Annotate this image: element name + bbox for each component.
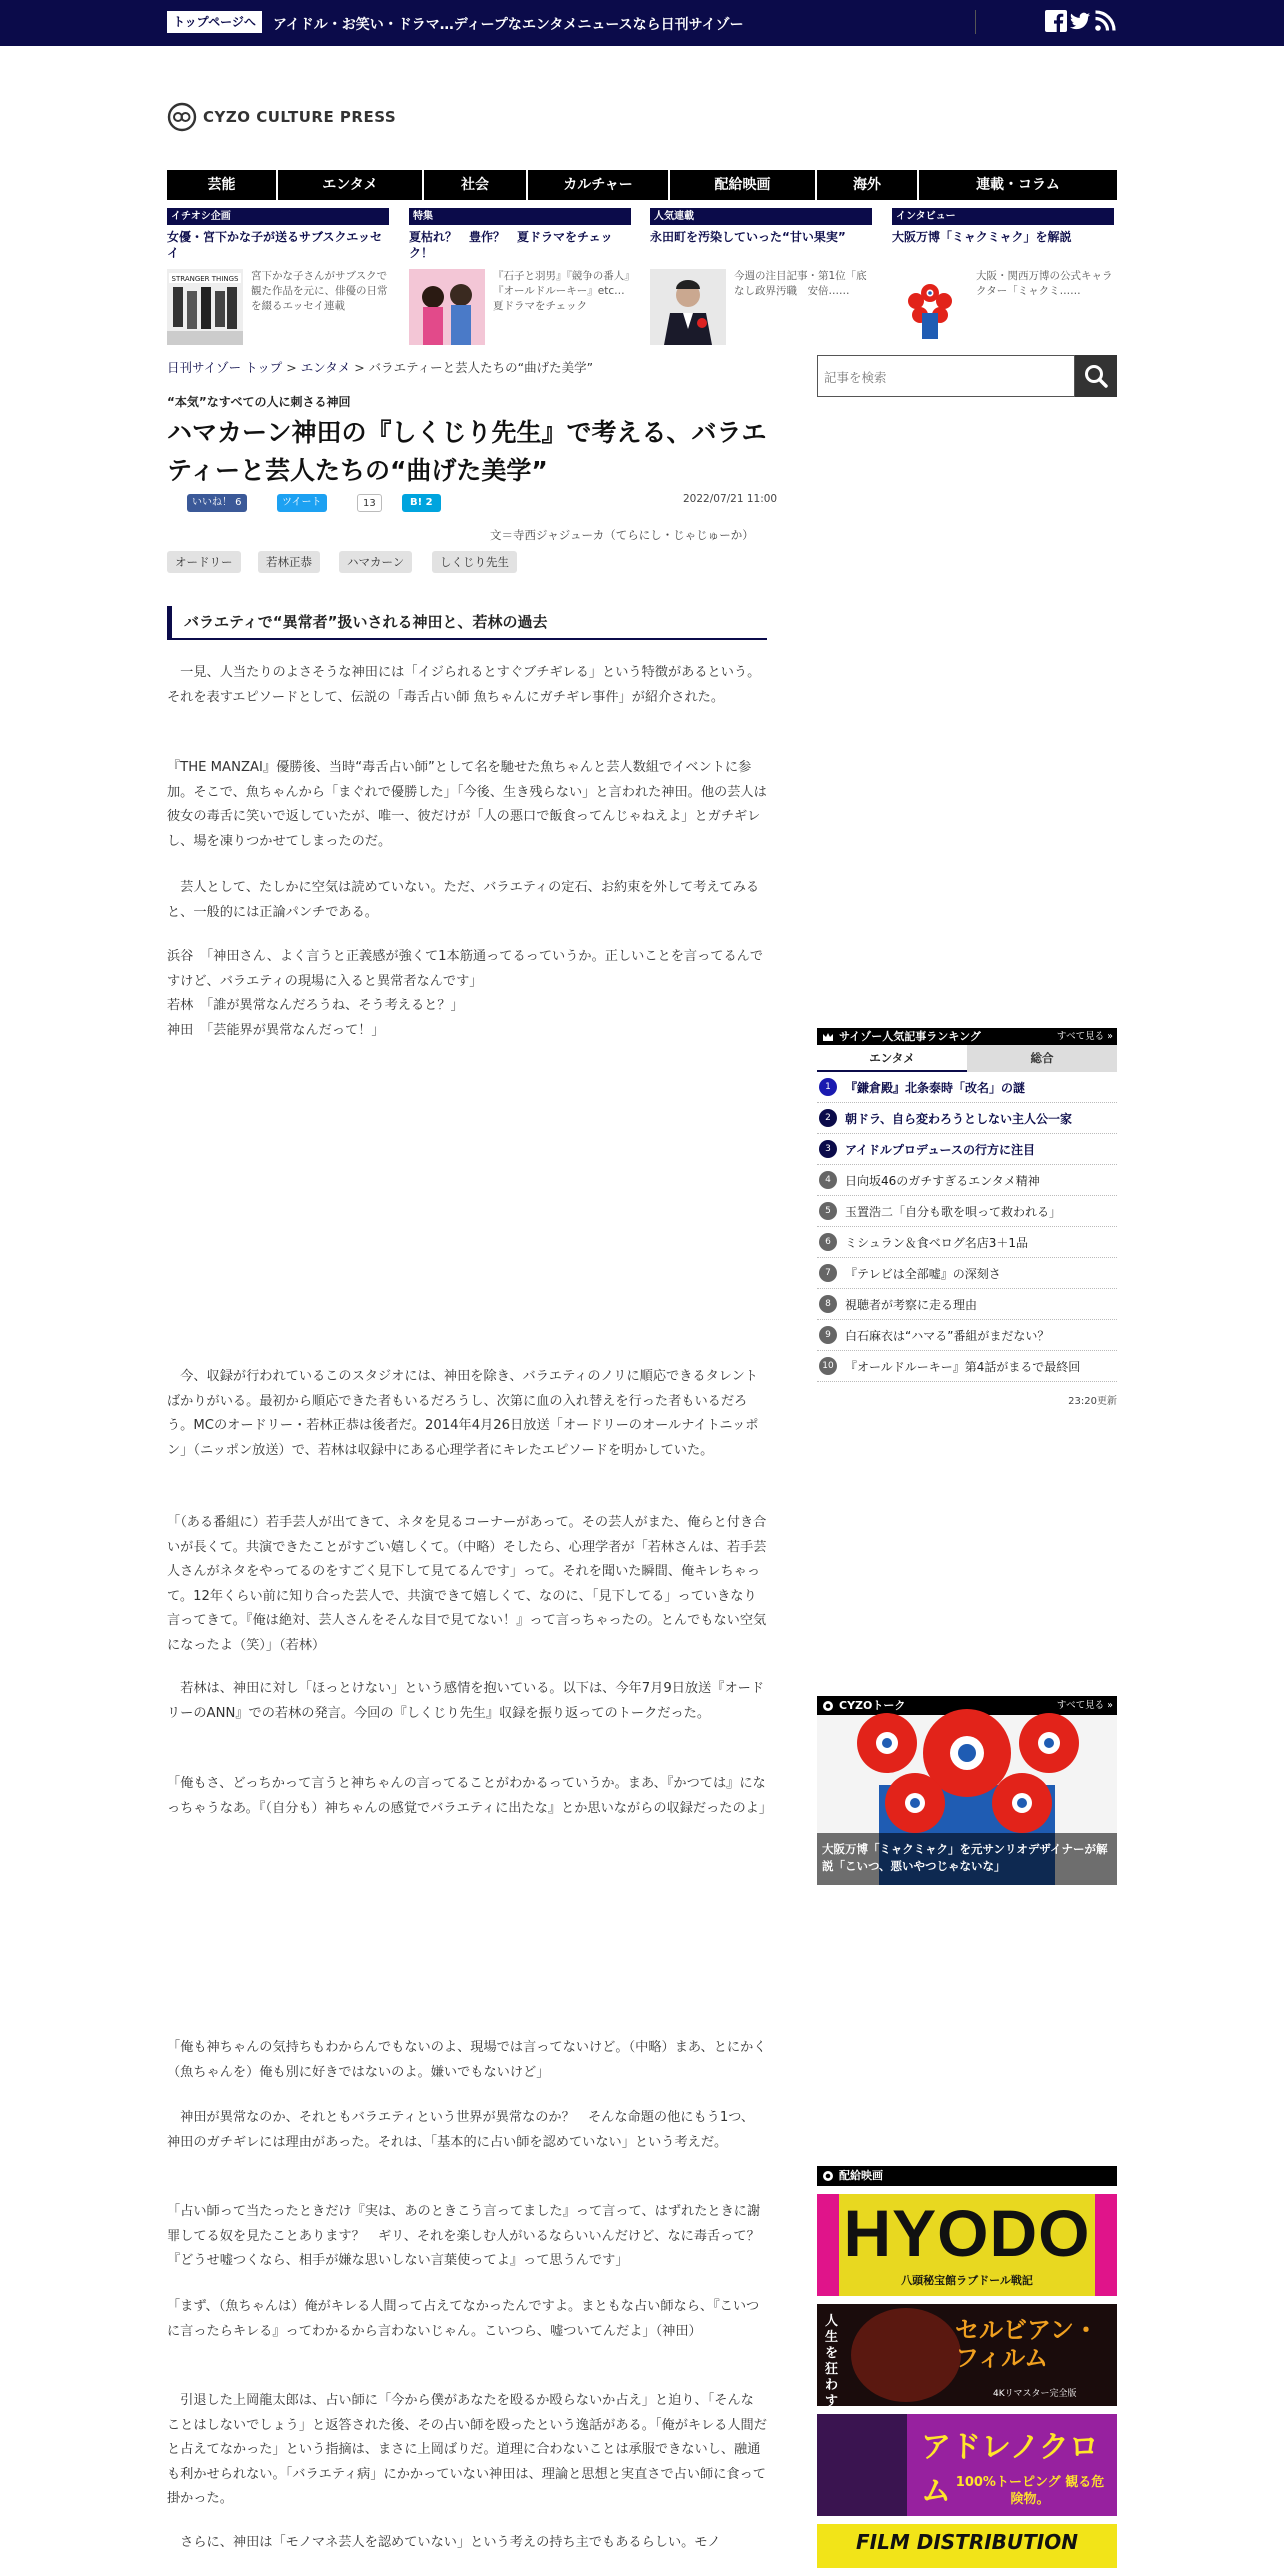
ranking-item[interactable] xyxy=(817,1134,1117,1165)
article-kicker: “本気”なすべての人に刺さる神回 xyxy=(167,395,351,409)
tag-hamakaan[interactable]: ハマカーン xyxy=(339,551,412,573)
ranking-item[interactable] xyxy=(817,1258,1117,1289)
film-subtitle: 八頭秘宝館ラブドール戦記 xyxy=(901,2274,1033,2287)
talk-icon xyxy=(822,1700,834,1712)
ranking-item-title[interactable]: アイドルプロデュースの行方に注目 xyxy=(845,1142,1035,1157)
pickup-category: インタビュー xyxy=(892,208,1114,225)
film-logo-serbian: セルビアン・フィルム xyxy=(955,2316,1099,2372)
ranking-header xyxy=(817,1028,1117,1045)
accent-stripe xyxy=(817,2194,839,2296)
article-paragraph: 若林は、神田に対し「ほっとけない」という感情を抱いている。以下は、今年7月9日放送『オードリーのANN』での若林の発言。今回の『しくじり先生』収録を振り返ってのトークだった。 xyxy=(167,1681,765,1721)
top-bar xyxy=(0,0,1284,46)
pickup-category: 人気連載 xyxy=(650,208,872,225)
tweet-label: ツイート xyxy=(282,497,322,508)
accent-stripe xyxy=(1095,2194,1117,2296)
article-paragraph: 今、収録が行われているこのスタジオには、神田を除き、バラエティのノリに順応できるタレントばかりがいる。最初から順応できた者もいるだろうし、次第に血の入れ替えを行った者もいるだろう。MCのオードリー・若林正恭は後者だ。2014年4月26日放送「オードリーのオールナイトニッポン」（ニッポン放送）で、若林は収録中にある心理学者にキレたエピソードを明かしていた。 xyxy=(167,1369,759,1458)
talk-caption[interactable]: 大阪万博「ミャクミャク」を元サンリオデザイナーが解説「こいつ、悪いやつじゃないな」 xyxy=(817,1833,1117,1885)
search-icon xyxy=(1075,355,1117,397)
pickup-title[interactable]: 夏枯れ？ 豊作？ 夏ドラマをチェック！ xyxy=(409,230,613,260)
ranking-item-title[interactable]: 視聴者が考察に走る理由 xyxy=(845,1297,978,1312)
tag-audrey[interactable]: オードリー xyxy=(167,551,241,573)
article-paragraph: 神田が異常なのか、それともバラエティという世界が異常なのか？ そんな命題の他にもう1つ、神田のガチギレには理由があった。それは、「基本的に占い師を認めていない」という考えだ。 xyxy=(167,2110,755,2150)
film-distribution-text: FILM DISTRIBUTION xyxy=(856,2530,1078,2554)
pickup-thumbnail[interactable] xyxy=(650,269,726,345)
nav-item-movie[interactable]: 配給映画 xyxy=(670,170,817,200)
film-title: 配給映画 xyxy=(839,2169,883,2182)
film-side-text: 人生を狂わす xyxy=(825,2314,839,2409)
pickup-thumbnail[interactable] xyxy=(409,269,485,345)
ranking-number: 9 xyxy=(819,1326,837,1344)
ranking-number: 6 xyxy=(819,1233,837,1251)
ranking-item[interactable] xyxy=(817,1289,1117,1320)
site-logo[interactable] xyxy=(167,102,396,132)
film-banner-serbian[interactable] xyxy=(817,2304,1117,2409)
pickup-text: 大阪・関西万博の公式キャラクター「ミャクミ…… xyxy=(976,270,1113,297)
pickup-card[interactable] xyxy=(650,208,872,345)
top-page-link[interactable]: トップページへ xyxy=(167,11,262,33)
ranking-number: 8 xyxy=(819,1295,837,1313)
ranking-item-title[interactable]: ミシュラン＆食べログ名店3＋1品 xyxy=(845,1235,1029,1250)
ranking-number: 2 xyxy=(819,1109,837,1127)
ranking-item[interactable] xyxy=(817,1103,1117,1134)
talk-title: CYZOトーク xyxy=(839,1699,906,1712)
pickup-title[interactable]: 永田町を汚染していった“甘い果実” xyxy=(650,230,846,244)
ranking-number: 1 xyxy=(819,1078,837,1096)
ranking-number: 3 xyxy=(819,1140,837,1158)
ranking-number: 7 xyxy=(819,1264,837,1282)
ranking-item-title[interactable]: 『鎌倉殿』北条泰時「改名」の謎 xyxy=(845,1080,1026,1095)
ranking-item-title[interactable]: 日向坂46のガチすぎるエンタメ精神 xyxy=(845,1173,1040,1188)
nav-item-culture[interactable]: カルチャー xyxy=(528,170,670,200)
section-heading: バラエティで“異常者”扱いされる神田と、若林の過去 xyxy=(167,606,767,640)
face-silhouette xyxy=(851,2308,961,2402)
ranking-widget xyxy=(817,1028,1117,1407)
ranking-item-title[interactable]: 朝ドラ、自ら変わろうとしない主人公一家 xyxy=(845,1111,1073,1126)
pickup-category: イチオシ企画 xyxy=(167,208,389,225)
rss-icon[interactable] xyxy=(1094,10,1116,32)
pickup-text: 『石子と羽男』『競争の番人』『オールドルーキー』etc…夏ドラマをチェック xyxy=(493,270,630,312)
nav-item-shakai[interactable]: 社会 xyxy=(424,170,528,200)
ranking-tabs xyxy=(817,1045,1117,1072)
logo-text: CYZO CULTURE PRESS xyxy=(203,108,397,126)
film-banner-hyodo[interactable] xyxy=(817,2194,1117,2296)
article-paragraph: 一見、人当たりのよさそうな神田には「イジられるとすぐブチギレる」という特徴があるという。それを表すエピソードとして、伝説の「毒舌占い師 魚ちゃんにガチギレ事件」が紹介された。 xyxy=(167,665,761,705)
dialogue-line: 若林 「誰が異常なんだろうね、そう考えると？」 xyxy=(167,998,464,1013)
ranking-item-title[interactable]: 白石麻衣は“ハマる”番組がまだない？ xyxy=(845,1328,1050,1343)
article-date: 2022/07/21 11:00 xyxy=(683,493,778,505)
pickup-card[interactable] xyxy=(409,208,631,345)
pickup-title[interactable]: 大阪万博「ミャクミャク」を解説 xyxy=(892,230,1072,244)
ranking-item[interactable] xyxy=(817,1165,1117,1196)
breadcrumb-current: バラエティーと芸人たちの“曲げた美学” xyxy=(368,360,594,375)
film-subtitle: 100%トーピング 観る危険物。 xyxy=(955,2475,1105,2507)
ranking-item-title[interactable]: 玉置浩二「自分も歌を唄って救われる」 xyxy=(845,1204,1062,1219)
pickup-text: 今週の注目記事・第1位「底なし政界汚職 安倍…… xyxy=(734,270,867,297)
ranking-updated: 23:20更新 xyxy=(1068,1396,1117,1407)
film-header xyxy=(817,2166,1117,2186)
ranking-item[interactable] xyxy=(817,1351,1117,1382)
breadcrumb xyxy=(167,358,593,376)
talk-more-link[interactable]: すべて見る » xyxy=(1056,1700,1113,1711)
pickup-card[interactable] xyxy=(892,208,1114,345)
tweet-count: 13 xyxy=(357,494,382,512)
pickup-thumbnail[interactable] xyxy=(892,269,968,345)
article-paragraph: さらに、神田は「モノマネ芸人を認めていない」という考えの持ち主でもあるらしい。モノ xyxy=(167,2535,721,2550)
tag-wakabayashi[interactable]: 若林正恭 xyxy=(258,551,320,573)
like-label: いいね！ 6 xyxy=(192,497,242,508)
dialogue-line: 神田 「芸能界が異常なんだって！」 xyxy=(167,1023,385,1038)
nav-item-entame[interactable]: エンタメ xyxy=(278,170,424,200)
facebook-like-button[interactable] xyxy=(187,494,247,512)
pickup-category: 特集 xyxy=(409,208,631,225)
cyzo-logo-icon xyxy=(167,102,197,132)
ranking-number: 5 xyxy=(819,1202,837,1220)
tag-shikujiri[interactable]: しくじり先生 xyxy=(432,551,517,573)
ranking-item[interactable] xyxy=(817,1072,1117,1103)
film-logo-hyodo: HYODO xyxy=(843,2196,1091,2270)
nav-item-column[interactable]: 連載・コラム xyxy=(976,177,1060,193)
svg-text:STRANGER THINGS: STRANGER THINGS xyxy=(171,275,239,283)
pickup-thumbnail[interactable] xyxy=(167,269,243,345)
ranking-item-title[interactable]: 『テレビは全部嘘』の深刻さ xyxy=(845,1266,1001,1281)
film-icon xyxy=(822,2170,834,2182)
pickup-text: 宮下かな子さんがサブスクで観た作品を元に、俳優の日常を綴るエッセイ連載 xyxy=(251,270,388,312)
article-paragraph: 「占い師って当たったときだけ『実は、あのときこう言ってました』って言って、はずれたときに謝罪してる奴を見たことあります？ ギリ、それを楽しむ人がいるならいいんだけど、なに毒舌って？ 『どうせ嘘つくなら、相手が嫌な思いしない言葉使ってよ』って思うんです」 xyxy=(167,2204,773,2268)
search-input[interactable]: 記事を検索 xyxy=(817,355,1075,397)
tweet-button[interactable] xyxy=(277,494,327,512)
ranking-number: 10 xyxy=(819,1357,837,1375)
ranking-item[interactable] xyxy=(817,1196,1117,1227)
site-tagline: アイドル・お笑い・ドラマ…ディープなエンタメニュースなら日刊サイゾー xyxy=(273,17,744,33)
breadcrumb-sep: > xyxy=(286,360,297,375)
article-paragraph: 「まず、（魚ちゃんは）俺がキレる人間って占えてなかったんですよ。まともな占い師なら、『こいつに言ったらキレる』ってわかるから言わないじゃん。こいつら、嘘ついてんだよ」（神田） xyxy=(167,2299,760,2339)
tab-entame[interactable]: エンタメ xyxy=(817,1045,967,1072)
ranking-number: 4 xyxy=(819,1171,837,1189)
article-paragraph: 「（ある番組に）若手芸人が出てきて、ネタを見るコーナーがあって。その芸人がまた、俺らと付き合いが長くて。共演できたことがすごい嬉しくて。（中略）そしたら、心理学者が「若林さんは、若手芸人さんがネタをやってるのをすごく見下して見てるんです」って。それを聞いた瞬間、俺キレちゃって。12年くらい前に知り合った芸人で、共演できて嬉しくて、なのに、「見下してる」っていきなり言ってきて。『俺は絶対、芸人さんをそんな目で見てない！』って言っちゃったの。とんでもない空気になったよ（笑）」（若林） xyxy=(167,1515,767,1653)
twitter-icon[interactable] xyxy=(1069,10,1091,32)
hatena-bookmark-button[interactable]: B! 2 xyxy=(402,494,441,512)
article-paragraph: 「俺も神ちゃんの気持ちもわからんでもないのよ、現場では言ってないけど。（中略）まあ、とにかく（魚ちゃんを）俺も別に好きではないのよ。嫌いでもないけど」 xyxy=(167,2040,767,2080)
ranking-item[interactable] xyxy=(817,1227,1117,1258)
pickup-title[interactable]: 女優・宮下かな子が送るサブスクエッセイ xyxy=(167,230,383,260)
divider xyxy=(975,10,976,34)
ranking-item-title[interactable]: 『オールドルーキー』第4話がまるで最終回 xyxy=(845,1359,1081,1374)
breadcrumb-sep: > xyxy=(354,360,365,375)
film-banner-adrenochrome[interactable] xyxy=(817,2414,1117,2516)
art-block xyxy=(817,2414,907,2516)
pickup-card[interactable] xyxy=(167,208,389,345)
article-paragraph: 芸人として、たしかに空気は読めていない。ただ、バラエティの定石、お約束を外して考えてみると、一般的には正論パンチである。 xyxy=(167,880,760,920)
talk-feature[interactable] xyxy=(817,1715,1117,1885)
article-paragraph: 『THE MANZAI』優勝後、当時“毒舌占い師”として名を馳せた魚ちゃんと芸人数組でイベントに参加。そこで、魚ちゃんから「まぐれで優勝した」「今後、生き残らない」と言われた神田。他の芸人は彼女の毒舌に笑いで返していたが、唯一、彼だけが「人の悪口で飯食ってんじゃねえよ」とガチギレし、場を凍りつかせてしまったのだ。 xyxy=(167,760,767,849)
tab-sogo[interactable]: 総合 xyxy=(967,1045,1117,1072)
breadcrumb-category[interactable]: エンタメ xyxy=(300,360,351,375)
article-title: ハマカーン神田の『しくじり先生』で考える、バラエティーと芸人たちの“曲げた美学” xyxy=(167,418,767,485)
nav-item-kaigai[interactable]: 海外 xyxy=(817,170,919,200)
article-author: 文＝寺西ジャジューカ（てらにし・じゃじゅーか） xyxy=(490,528,754,542)
nav-item-geino[interactable]: 芸能 xyxy=(167,170,278,200)
ranking-title: サイゾー人気記事ランキング xyxy=(839,1030,981,1043)
film-subtitle: 4Kリマスター完全版 xyxy=(993,2389,1077,2399)
breadcrumb-home[interactable]: 日刊サイゾー トップ xyxy=(167,360,283,375)
ranking-more-link[interactable]: すべて見る » xyxy=(1056,1031,1113,1042)
global-nav xyxy=(167,170,1117,200)
article-paragraph: 引退した上岡龍太郎は、占い師に「今から僕があなたを殴るか殴らないか占え」と迫り、「そんなことはしないでしょう」と返答された後、その占い師を殴ったという逸話がある。「俺がキレる人間だと占えてなかった」という指摘は、まさに上岡ばりだ。道理に合わないことは承服できないし、融通も利かせられない。「バラエティ病」にかかっていない神田は、理論と思想と実直さで占い師に食って掛かった。 xyxy=(167,2393,767,2506)
facebook-icon[interactable] xyxy=(1045,10,1067,32)
search-button[interactable] xyxy=(1075,355,1117,397)
dialogue-line: 浜谷 「神田さん、よく言うと正義感が強くて1本筋通ってるっていうか。正しいことを言ってるんですけど、バラエティの現場に入ると異常者なんです」 xyxy=(167,949,764,989)
ranking-item[interactable] xyxy=(817,1320,1117,1351)
film-distribution-banner[interactable] xyxy=(817,2524,1117,2568)
article-paragraph: 「俺もさ、どっちかって言うと神ちゃんの言ってることがわかるっていうか。まあ、『かつては』になっちゃうなあ。『（自分も）神ちゃんの感覚でバラエティに出たな』とか思いながらの収録だったのよ」 xyxy=(167,1776,773,1816)
film-logo-adrenochrome: アドレノクロム xyxy=(921,2430,1099,2509)
crown-icon xyxy=(822,1031,834,1043)
